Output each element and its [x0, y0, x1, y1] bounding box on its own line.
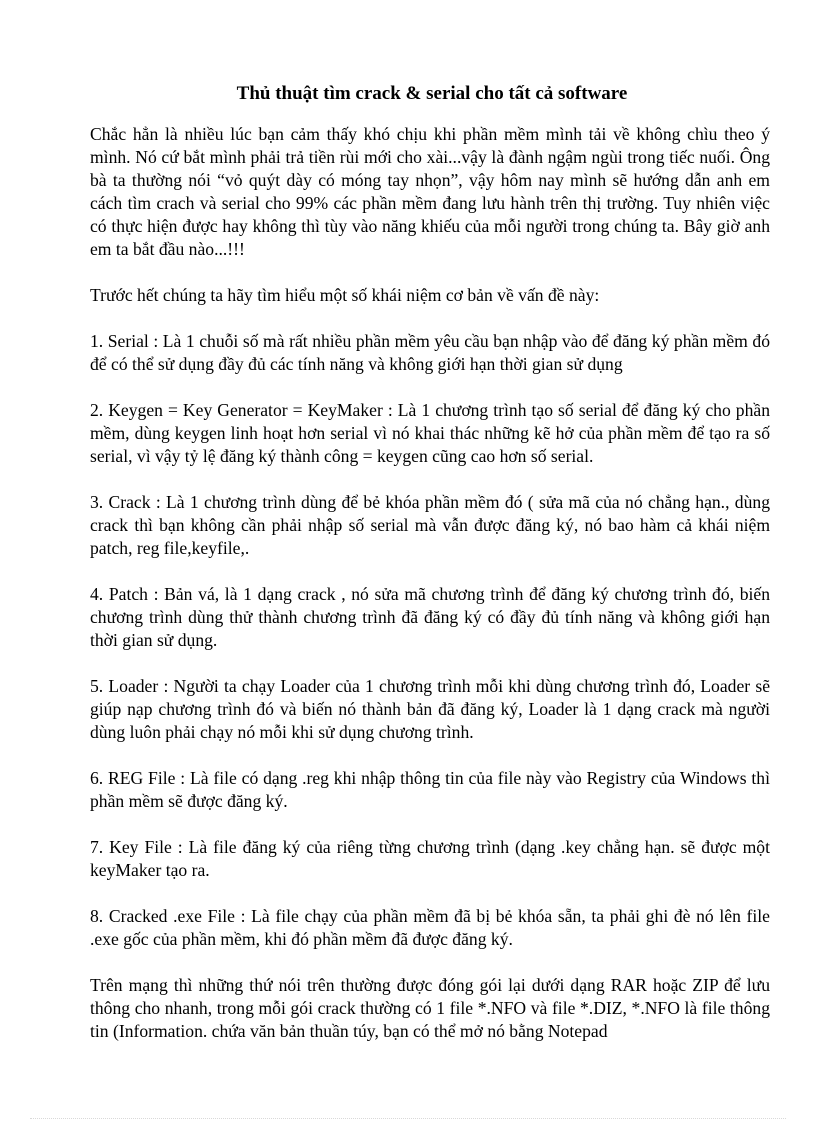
document-title: Thủ thuật tìm crack & serial cho tất cả software	[236, 83, 628, 104]
paragraph-patch: 4. Patch : Bản vá, là 1 dạng crack , nó sửa mã chương trình để đăng ký chương trình đó, biến chương trình dùng thử thành chương trình đã đăng ký có đầy đủ tính năng và không giới hạn thời gian sử dụng.	[90, 584, 770, 650]
paragraph-loader: 5. Loader : Người ta chạy Loader của 1 chương trình mỗi khi dùng chương trình đó, Loader sẽ giúp nạp chương trình đó và biến nó thành bản đã đăng ký, Loader là 1 dạng crack mà người dùng luôn phải chạy nó mỗi khi sử dụng chương trình.	[90, 676, 770, 742]
paragraph-intro: Chắc hẳn là nhiều lúc bạn cảm thấy khó chịu khi phần mềm mình tải về không chìu theo ý mình. Nó cứ bắt mình phải trả tiền rùi mới cho xài...vậy là đành ngậm ngùi trong tiếc nuối. Ông bà ta thường nói “vỏ quýt dày có móng tay nhọn”, vậy hôm nay mình sẽ hướng dẫn anh em cách tìm crach và serial cho 99% các phần mềm đang lưu hành trên thị trường. Tuy nhiên việc có thực hiện được hay không thì tùy vào năng khiếu của mỗi người trong chúng ta. Bây giờ anh em ta bắt đầu nào...!!!	[90, 124, 770, 259]
paragraph-concepts-lead: Trước hết chúng ta hãy tìm hiểu một số khái niệm cơ bản về vấn đề này:	[90, 285, 600, 305]
paragraph-reg-file: 6. REG File : Là file có dạng .reg khi nhập thông tin của file này vào Registry của Windows thì phần mềm sẽ được đăng ký.	[90, 768, 770, 811]
document-body	[90, 82, 770, 1043]
paragraph-key-file: 7. Key File : Là file đăng ký của riêng từng chương trình (dạng .key chẳng hạn. sẽ được một keyMaker tạo ra.	[90, 837, 770, 880]
paragraph-keygen: 2. Keygen = Key Generator = KeyMaker : Là 1 chương trình tạo số serial để đăng ký cho phần mềm, dùng keygen linh hoạt hơn serial vì nó khai thác những kẽ hở của phần mềm để tạo ra số serial, vì vậy tỷ lệ đăng ký thành công = keygen cũng cao hơn số serial.	[90, 400, 770, 466]
paragraph-cracked-exe: 8. Cracked .exe File : Là file chạy của phần mềm đã bị bẻ khóa sẵn, ta phải ghi đè nó lên file .exe gốc của phần mềm, khi đó phần mềm đã được đăng ký.	[90, 906, 770, 949]
page-bottom-divider	[30, 1118, 786, 1119]
paragraph-crack: 3. Crack : Là 1 chương trình dùng để bẻ khóa phần mềm đó ( sửa mã của nó chẳng hạn., dùng crack thì bạn không cần phải nhập số serial mà vẫn được đăng ký, nó bao hàm cả khái niệm patch, reg file,keyfile,.	[90, 492, 770, 558]
paragraph-serial: 1. Serial : Là 1 chuỗi số mà rất nhiều phần mềm yêu cầu bạn nhập vào để đăng ký phần mềm đó để có thể sử dụng đầy đủ các tính năng và không giới hạn thời gian sử dụng	[90, 331, 770, 374]
paragraph-packaging: Trên mạng thì những thứ nói trên thường được đóng gói lại dưới dạng RAR hoặc ZIP để lưu thông cho nhanh, trong mỗi gói crack thường có 1 file *.NFO và file *.DIZ, *.NFO là file thông tin (Information. chứa văn bản thuần túy, bạn có thể mở nó bằng Notepad	[90, 975, 770, 1041]
